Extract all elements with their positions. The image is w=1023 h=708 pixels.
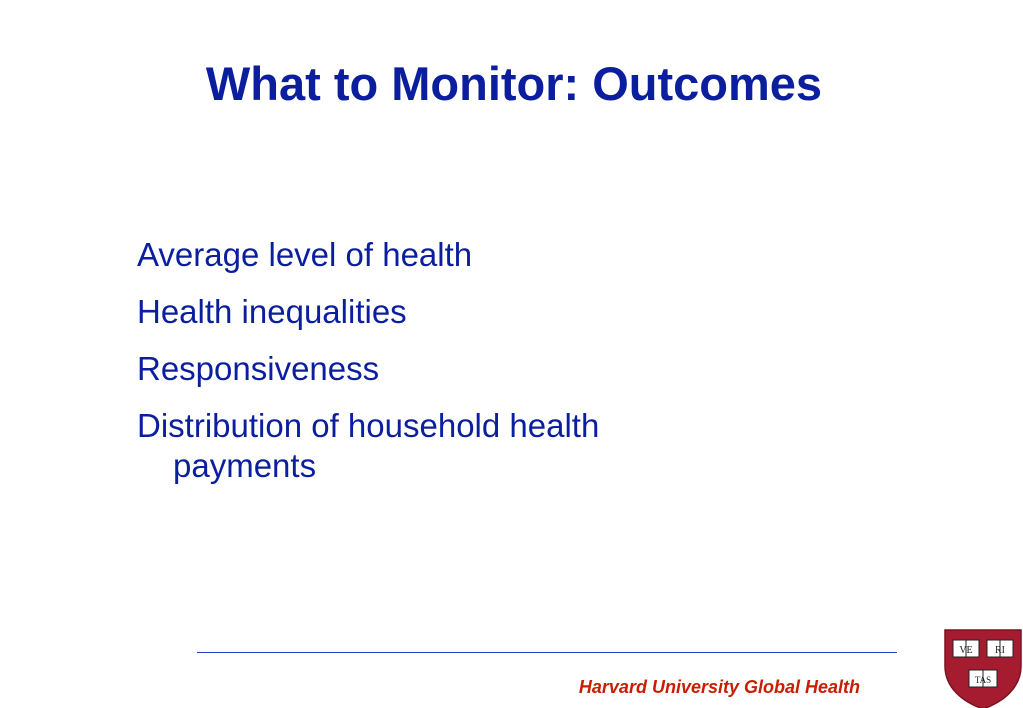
bullet-item: Average level of health [137, 236, 473, 273]
bullet-item: Responsiveness [137, 350, 380, 387]
bullet-item: Distribution of household health payments [137, 407, 600, 484]
footer-divider [197, 652, 897, 653]
slide-title: What to Monitor: Outcomes [205, 57, 823, 110]
bullet-item: Health inequalities [137, 293, 407, 330]
book-text: RI [995, 645, 1005, 656]
harvard-veritas-shield-icon [941, 626, 1023, 708]
footer-text: Harvard University Global Health [578, 677, 860, 697]
book-text: TAS [974, 675, 992, 685]
bullet-list [137, 235, 737, 503]
book-text: VE [959, 645, 973, 656]
